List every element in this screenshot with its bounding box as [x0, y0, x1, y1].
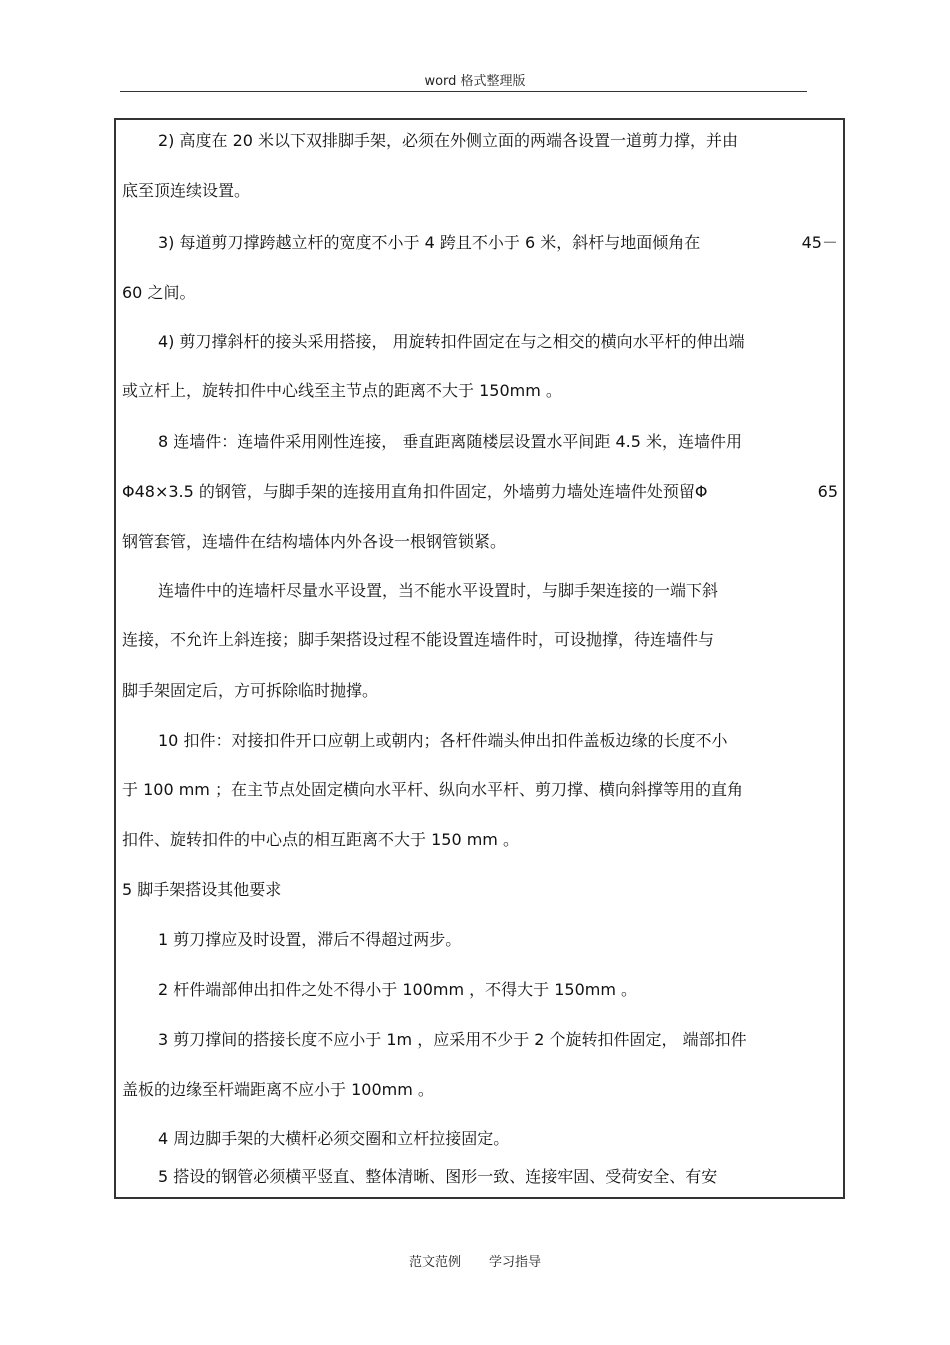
- text-line: 2) 高度在 20 米以下双排脚手架，必须在外侧立面的两端各设置一道剪力撑，并由: [158, 131, 739, 150]
- header-rule: [120, 91, 807, 92]
- text-line: 底至顶连续设置。: [122, 181, 251, 200]
- footer-right-text: 学习指导: [489, 1255, 542, 1270]
- text-line: 或立杆上，旋转扣件中心线至主节点的距离不大于 150mm 。: [122, 381, 562, 400]
- section-heading: 5 脚手架搭设其他要求: [122, 880, 282, 899]
- text-line: 10 扣件：对接扣件开口应朝上或朝内；各杆件端头伸出扣件盖板边缘的长度不小: [158, 731, 728, 750]
- list-item: 1 剪刀撑应及时设置，滞后不得超过两步。: [158, 930, 462, 949]
- footer-left-text: 范文范例: [408, 1255, 461, 1270]
- text-segment: 45－: [801, 233, 838, 252]
- page-header: word 格式整理版: [424, 74, 526, 89]
- text-line: 60 之间。: [122, 283, 196, 302]
- list-item: 4 周边脚手架的大横杆必须交圈和立杆拉接固定。: [158, 1129, 510, 1148]
- text-line: 连墙件中的连墙杆尽量水平设置，当不能水平设置时，与脚手架连接的一端下斜: [158, 581, 719, 600]
- text-line: [158, 233, 838, 253]
- text-line: 连接，不允许上斜连接；脚手架搭设过程不能设置连墙件时，可设抛撑，待连墙件与: [122, 630, 715, 649]
- text-line: 钢管套管，连墙件在结构墙体内外各设一根钢管锁紧。: [122, 532, 507, 551]
- text-line: 扣件、旋转扣件的中心点的相互距离不大于 150 mm 。: [122, 830, 519, 849]
- text-line: 4) 剪刀撑斜杆的接头采用搭接， 用旋转扣件固定在与之相交的横向水平杆的伸出端: [158, 332, 745, 351]
- text-segment: Φ48×3.5 的钢管，与脚手架的连接用直角扣件固定，外墙剪力墙处连墙件处预留Φ: [122, 482, 708, 501]
- text-line: 脚手架固定后，方可拆除临时抛撑。: [122, 681, 379, 700]
- list-item: 2 杆件端部伸出扣件之处不得小于 100mm ，不得大于 150mm 。: [158, 980, 638, 999]
- list-item: 3 剪刀撑间的搭接长度不应小于 1m ，应采用不少于 2 个旋转扣件固定， 端部扣件: [158, 1030, 747, 1049]
- text-line: 盖板的边缘至杆端距离不应小于 100mm 。: [122, 1080, 434, 1099]
- text-segment: 3) 每道剪刀撑跨越立杆的宽度不小于 4 跨且不小于 6 米，斜杆与地面倾角在: [158, 233, 701, 252]
- text-line: 8 连墙件：连墙件采用刚性连接， 垂直距离随楼层设置水平间距 4.5 米，连墙件用: [158, 432, 742, 451]
- text-line: 于 100 mm ；在主节点处固定横向水平杆、纵向水平杆、剪刀撑、横向斜撑等用的直角: [122, 780, 743, 799]
- text-segment: 65: [817, 482, 838, 501]
- page-footer: [0, 1251, 950, 1270]
- text-line: [122, 482, 838, 502]
- list-item: 5 搭设的钢管必须横平竖直、整体清晰、图形一致、连接牢固、受荷安全、有安: [158, 1167, 718, 1186]
